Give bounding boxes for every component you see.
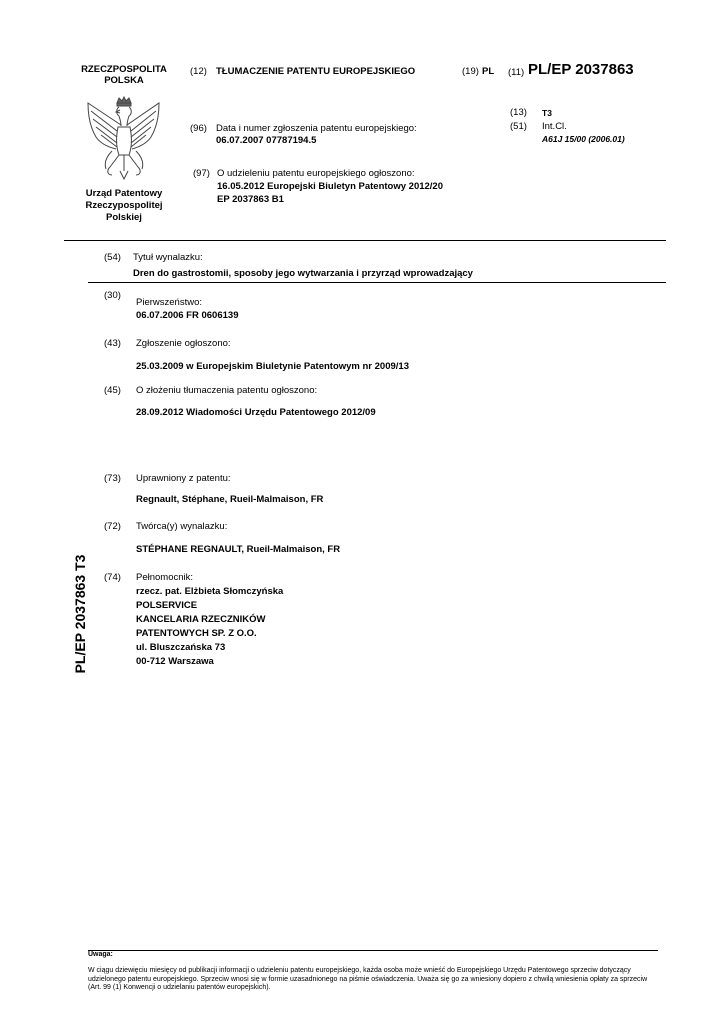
code-12: (12) [190,66,207,77]
code-54: (54) [104,252,121,263]
attorney-label: Pełnomocnik: [136,572,194,583]
office-line-2: Rzeczypospolitej [85,200,163,211]
application-published-label: Zgłoszenie ogłoszono: [136,338,231,349]
eagle-emblem-icon [86,95,161,180]
document-type: TŁUMACZENIE PATENTU EUROPEJSKIEGO [216,66,416,77]
code-19-value: PL [482,66,495,77]
priority-value: 06.07.2006 FR 0606139 [136,310,239,321]
priority-label: Pierwszeństwo: [136,297,202,308]
proprietor-label: Uprawniony z patentu: [136,473,231,484]
code-13: (13) [510,107,527,118]
int-cl-value: A61J 15/00 (2006.01) [542,134,625,144]
inventor-label: Twórca(y) wynalazku: [136,521,228,532]
proprietor-value: Regnault, Stéphane, Rueil-Malmaison, FR [136,494,324,505]
code-43: (43) [104,338,121,349]
code-45: (45) [104,385,121,396]
code-51: (51) [510,121,527,132]
application-label: Data i numer zgłoszenia patentu europejskiego: [216,123,417,134]
application-published-value: 25.03.2009 w Europejskim Biuletynie Patentowym nr 2009/13 [136,361,409,372]
code-11: (11) [508,67,525,78]
application-value: 06.07.2007 07787194.5 [216,135,317,146]
note-text: W ciągu dziewięciu miesięcy od publikacji informacji o udzieleniu patentu europejskiego, każda osoba może wnieść do Europejskiego Urzędu Patentowego sprzeciw dotyczący udzielonego patentu europejskiego. Sprzeciw wnosi się w formie uzasadnionego na piśmie oświadczenia. Uważa się go za wniesiony dopiero z chwilą wniesienia opłaty za sprzeciw (Art. 99 (1) Konwencji o udzielaniu patentów europejskich). [88,967,648,991]
code-72: (72) [104,521,121,532]
code-73: (73) [104,473,121,484]
code-30: (30) [104,290,121,301]
country-name [64,64,184,86]
divider-footer [88,950,658,951]
grant-label: O udzieleniu patentu europejskiego ogłoszono: [217,168,415,179]
divider-title [88,282,666,283]
side-patent-label: PL/EP 2037863 T3 [72,554,88,674]
country-line-1: RZECZPOSPOLITA [81,64,167,75]
office-line-3: Polskiej [106,212,142,223]
office-line-1: Urząd Patentowy [85,188,163,199]
inventor-value: STÉPHANE REGNAULT, Rueil-Malmaison, FR [136,544,341,555]
attorney-value: rzecz. pat. Elżbieta Słomczyńska POLSERVICE KANCELARIA RZECZNIKÓW PATENTOWYCH SP. Z O.O. ul. Bluszczańska 73 00-712 Warszawa [136,586,284,667]
translation-published-value: 28.09.2012 Wiadomości Urzędu Patentowego 2012/09 [136,407,376,418]
divider-top [64,240,666,241]
invention-title: Dren do gastrostomii, sposoby jego wytwarzania i przyrząd wprowadzający [133,268,473,279]
patent-number: PL/EP 2037863 [528,61,634,78]
code-96: (96) [190,123,207,134]
translation-published-label: O złożeniu tłumaczenia patentu ogłoszono: [136,385,318,396]
int-cl-label: Int.Cl. [542,121,567,132]
code-13-value: T3 [542,108,552,118]
note-title: Uwaga: [88,951,113,958]
office-name [64,188,184,224]
code-19: (19) [462,66,479,77]
grant-value-1: 16.05.2012 Europejski Biuletyn Patentowy 2012/20 [217,181,444,192]
country-line-2: POLSKA [104,75,144,86]
title-label: Tytuł wynalazku: [133,252,203,263]
grant-value-2: EP 2037863 B1 [217,194,284,205]
code-97: (97) [193,168,210,179]
code-74: (74) [104,572,121,583]
